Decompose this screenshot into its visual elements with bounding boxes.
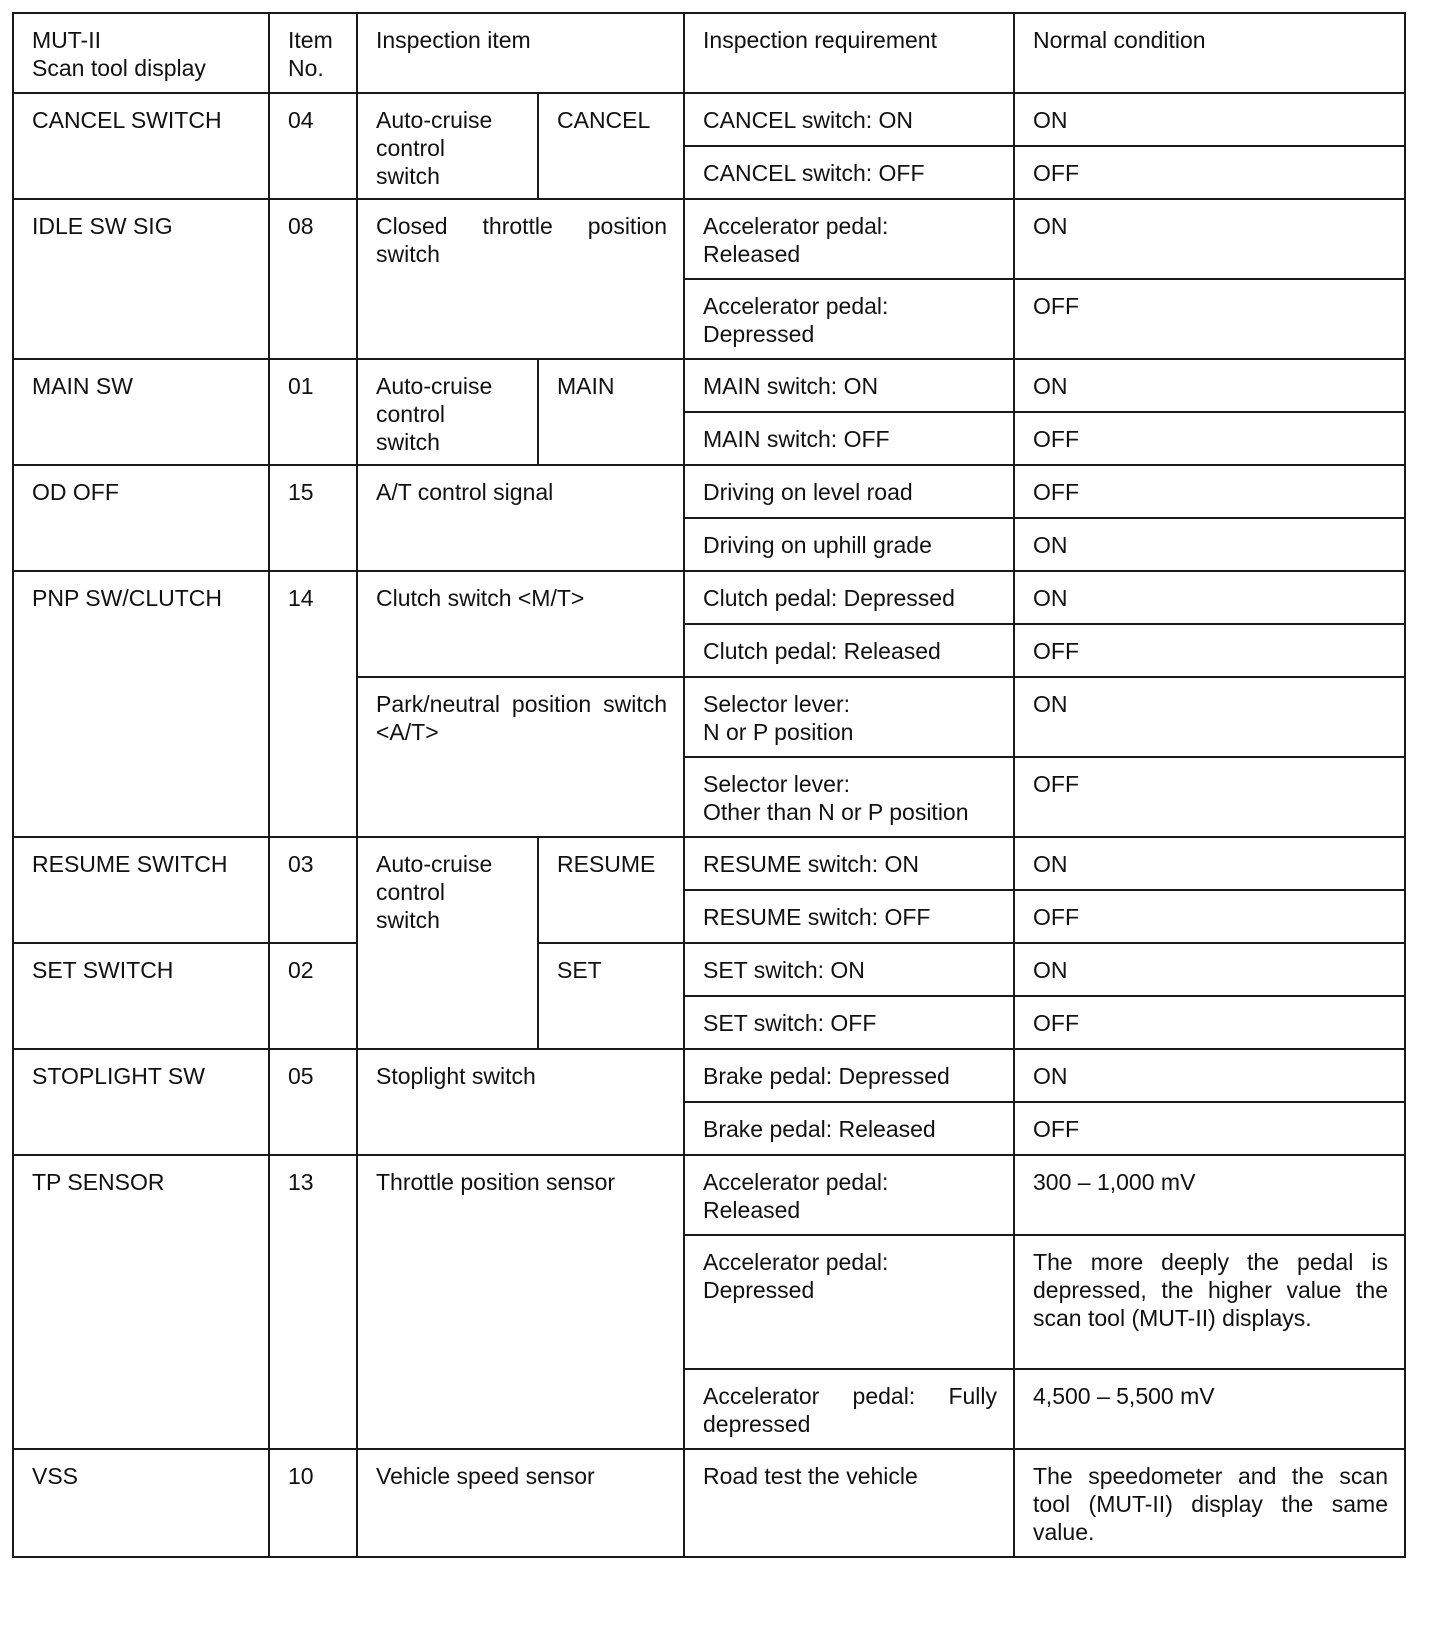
header-normal-condition: Normal condition: [1014, 13, 1405, 93]
inspection-item: Auto-cruise control switch: [357, 359, 538, 465]
item-number: 15: [269, 465, 357, 571]
table-row: [13, 1155, 1405, 1235]
inspection-item: Closed throttle position switch: [357, 199, 684, 359]
requirement: Accelerator pedal: Released: [684, 1155, 1014, 1235]
table-row: [13, 1049, 1405, 1102]
scan-display: SET SWITCH: [13, 943, 269, 1049]
inspection-item: Vehicle speed sensor: [357, 1449, 684, 1557]
normal-condition: OFF: [1014, 624, 1405, 677]
item-number: 03: [269, 837, 357, 943]
normal-condition: The speedometer and the scan tool (MUT-II) display the same value.: [1014, 1449, 1405, 1557]
item-number: 04: [269, 93, 357, 199]
requirement: MAIN switch: OFF: [684, 412, 1014, 465]
item-number: 05: [269, 1049, 357, 1155]
requirement: Accelerator pedal: Fully depressed: [684, 1369, 1014, 1449]
normal-condition: ON: [1014, 359, 1405, 412]
inspection-item: Auto-cruise control switch: [357, 93, 538, 199]
normal-condition: The more deeply the pedal is depressed, the higher value the scan tool (MUT-II) displays.: [1014, 1235, 1405, 1369]
requirement: Brake pedal: Released: [684, 1102, 1014, 1155]
normal-condition: OFF: [1014, 279, 1405, 359]
normal-condition: 4,500 – 5,500 mV: [1014, 1369, 1405, 1449]
header-requirement: Inspection requirement: [684, 13, 1014, 93]
requirement: CANCEL switch: ON: [684, 93, 1014, 146]
requirement: RESUME switch: ON: [684, 837, 1014, 890]
document-page: [12, 12, 1404, 1610]
scan-display: CANCEL SWITCH: [13, 93, 269, 199]
switch-name: MAIN: [538, 359, 684, 465]
normal-condition: OFF: [1014, 890, 1405, 943]
scan-display: IDLE SW SIG: [13, 199, 269, 359]
header-inspection-item: Inspection item: [357, 13, 684, 93]
normal-condition: OFF: [1014, 146, 1405, 199]
requirement: CANCEL switch: OFF: [684, 146, 1014, 199]
header-row: [13, 13, 1405, 93]
normal-condition: OFF: [1014, 996, 1405, 1049]
table-row: [13, 93, 1405, 146]
normal-condition: ON: [1014, 1049, 1405, 1102]
header-display: MUT-II Scan tool display: [13, 13, 269, 93]
requirement: Selector lever: Other than N or P position: [684, 757, 1014, 837]
switch-name: CANCEL: [538, 93, 684, 199]
requirement: Brake pedal: Depressed: [684, 1049, 1014, 1102]
requirement: Accelerator pedal: Released: [684, 199, 1014, 279]
normal-condition: ON: [1014, 677, 1405, 757]
requirement: MAIN switch: ON: [684, 359, 1014, 412]
table-row: [13, 359, 1405, 412]
item-number: 14: [269, 571, 357, 837]
requirement: Selector lever: N or P position: [684, 677, 1014, 757]
requirement: Road test the vehicle: [684, 1449, 1014, 1557]
inspection-item: Stoplight switch: [357, 1049, 684, 1155]
scan-display: MAIN SW: [13, 359, 269, 465]
requirement: Driving on uphill grade: [684, 518, 1014, 571]
table-row: [13, 199, 1405, 279]
requirement: Accelerator pedal: Depressed: [684, 1235, 1014, 1369]
requirement: Driving on level road: [684, 465, 1014, 518]
scan-display: TP SENSOR: [13, 1155, 269, 1449]
table-row: [13, 943, 1405, 996]
normal-condition: ON: [1014, 943, 1405, 996]
item-number: 10: [269, 1449, 357, 1557]
inspection-item: Auto-cruise control switch: [357, 837, 538, 1049]
inspection-item: A/T control signal: [357, 465, 684, 571]
item-number: 02: [269, 943, 357, 1049]
normal-condition: 300 – 1,000 mV: [1014, 1155, 1405, 1235]
item-number: 13: [269, 1155, 357, 1449]
inspection-item: Clutch switch <M/T>: [357, 571, 684, 677]
normal-condition: OFF: [1014, 1102, 1405, 1155]
item-number: 01: [269, 359, 357, 465]
scan-display: VSS: [13, 1449, 269, 1557]
normal-condition: ON: [1014, 837, 1405, 890]
normal-condition: ON: [1014, 93, 1405, 146]
normal-condition: ON: [1014, 518, 1405, 571]
header-item-no: Item No.: [269, 13, 357, 93]
normal-condition: OFF: [1014, 757, 1405, 837]
requirement: Accelerator pedal: Depressed: [684, 279, 1014, 359]
table-row: [13, 1449, 1405, 1557]
scan-display: STOPLIGHT SW: [13, 1049, 269, 1155]
table-row: [13, 571, 1405, 624]
requirement: SET switch: ON: [684, 943, 1014, 996]
item-number: 08: [269, 199, 357, 359]
inspection-item: Park/neutral position switch <A/T>: [357, 677, 684, 837]
normal-condition: ON: [1014, 571, 1405, 624]
requirement: RESUME switch: OFF: [684, 890, 1014, 943]
table-row: [13, 837, 1405, 890]
requirement: Clutch pedal: Released: [684, 624, 1014, 677]
scan-display: OD OFF: [13, 465, 269, 571]
normal-condition: ON: [1014, 199, 1405, 279]
normal-condition: OFF: [1014, 465, 1405, 518]
requirement: Clutch pedal: Depressed: [684, 571, 1014, 624]
requirement: SET switch: OFF: [684, 996, 1014, 1049]
normal-condition: OFF: [1014, 412, 1405, 465]
table-row: [13, 465, 1405, 518]
scan-display: PNP SW/CLUTCH: [13, 571, 269, 837]
switch-name: SET: [538, 943, 684, 1049]
inspection-item: Throttle position sensor: [357, 1155, 684, 1449]
scan-display: RESUME SWITCH: [13, 837, 269, 943]
inspection-table: [12, 12, 1406, 1558]
switch-name: RESUME: [538, 837, 684, 943]
